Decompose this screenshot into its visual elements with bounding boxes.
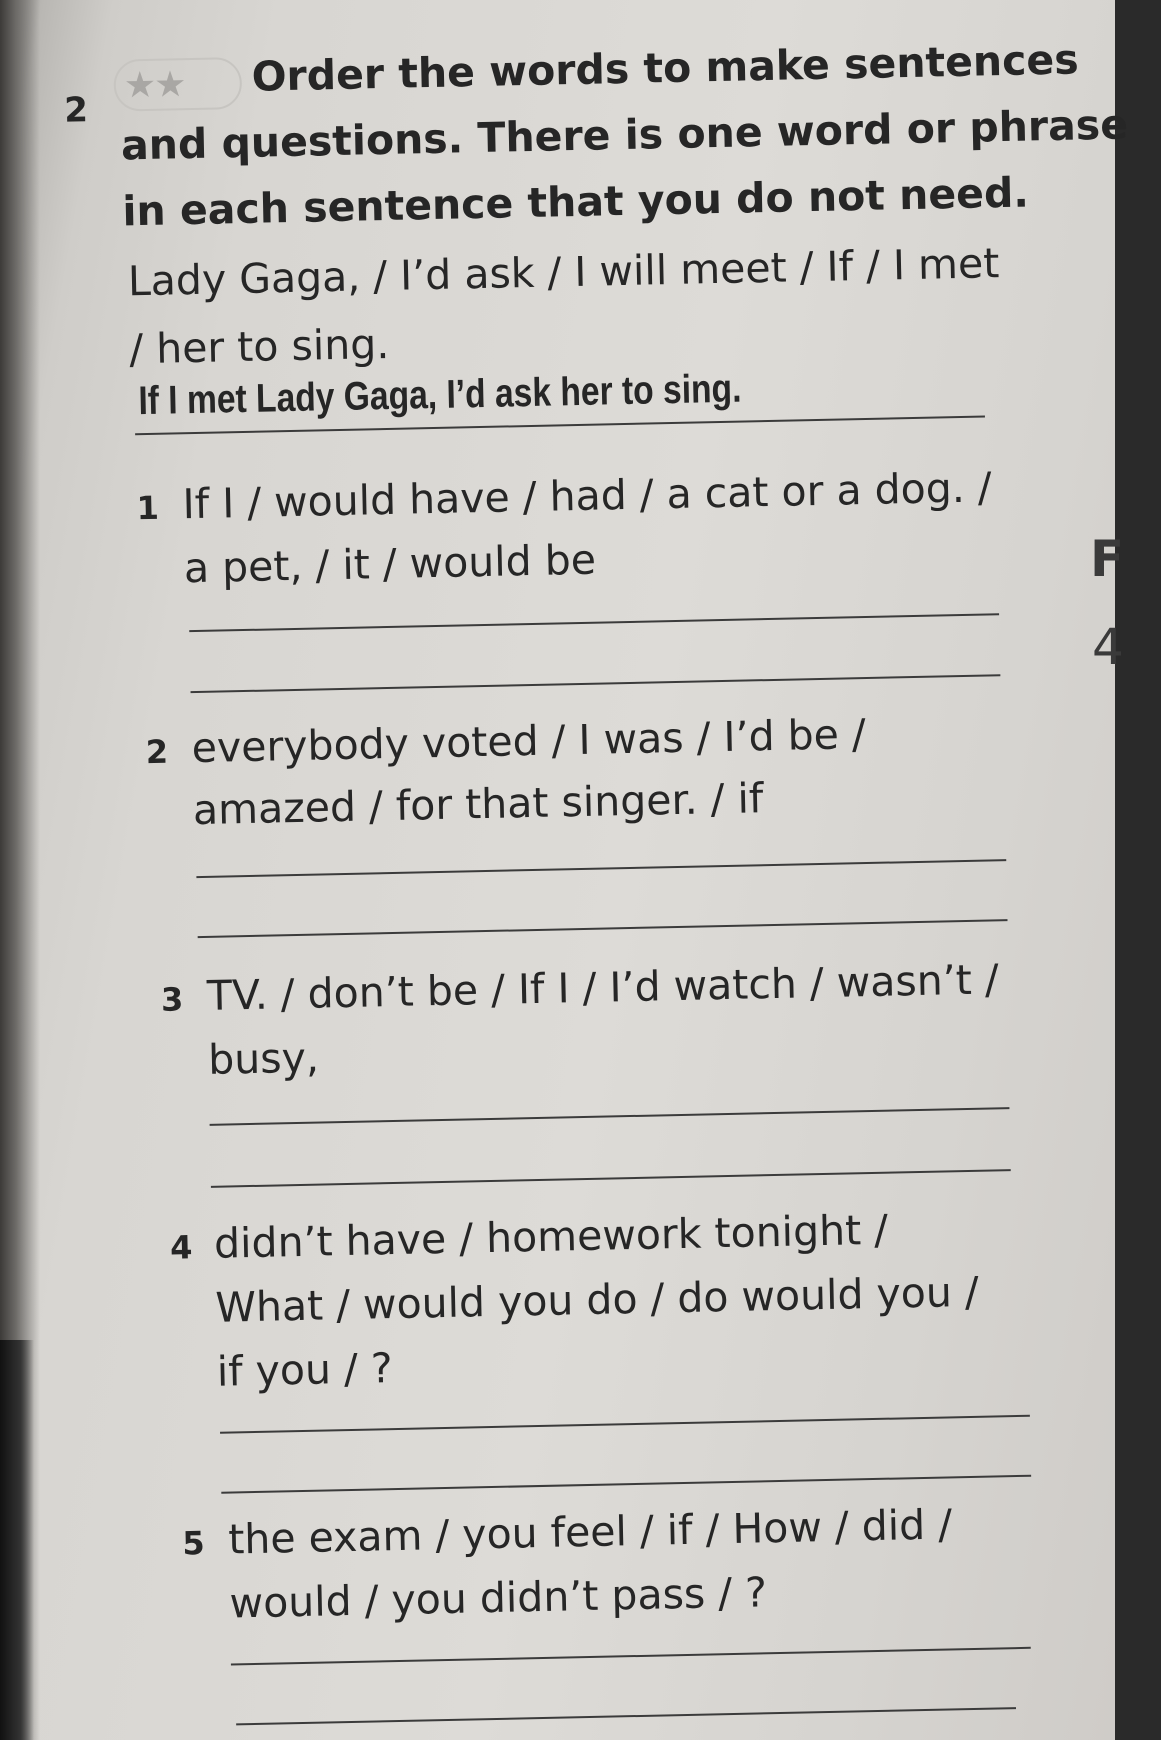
example-answer: If I met Lady Gaga, I’d ask her to sing. bbox=[137, 366, 742, 424]
instruction-line-2: and questions. There is one word or phrase bbox=[120, 100, 1129, 170]
example-prompt-line-2: / her to sing. bbox=[128, 319, 390, 374]
item-number-1: 1 bbox=[136, 488, 160, 528]
item-1-answer-line-2[interactable] bbox=[191, 674, 1001, 693]
item-number-5: 5 bbox=[181, 1524, 206, 1563]
item-4-answer-line-2[interactable] bbox=[221, 1475, 1031, 1494]
example-prompt-line-1: Lady Gaga, / I’d ask / I will meet / If / I met bbox=[127, 239, 1000, 306]
item-5-prompt-line-1: the exam / you feel / if / How / did / bbox=[227, 1500, 953, 1564]
item-4-prompt-line-2: What / would you do / do would you / bbox=[214, 1267, 980, 1332]
item-1-prompt-line-1: If I / would have / had / a cat or a dog. / bbox=[182, 463, 993, 529]
item-3-prompt-line-1: TV. / don’t be / If I / I’d watch / wasn’t / bbox=[206, 955, 1000, 1020]
item-1-prompt-line-2: a pet, / it / would be bbox=[183, 535, 597, 593]
item-4-prompt-line-1: didn’t have / homework tonight / bbox=[213, 1205, 889, 1268]
item-5-answer-line-1[interactable] bbox=[231, 1647, 1031, 1666]
item-4-prompt-line-3: if you / ? bbox=[216, 1344, 394, 1396]
item-2-prompt-line-1: everybody voted / I was / I’d be / bbox=[191, 710, 867, 773]
difficulty-stars-icon: ★★ bbox=[113, 57, 242, 112]
item-number-4: 4 bbox=[169, 1228, 193, 1267]
item-2-answer-line-2[interactable] bbox=[198, 919, 1008, 938]
item-number-2: 2 bbox=[145, 732, 169, 772]
item-4-answer-line-1[interactable] bbox=[220, 1415, 1030, 1434]
exercise-number: 2 bbox=[63, 90, 89, 131]
edge-letter-f: F bbox=[1090, 530, 1125, 588]
instruction-line-3: in each sentence that you do not need. bbox=[121, 168, 1030, 236]
item-3-prompt-line-2: busy, bbox=[207, 1033, 320, 1084]
item-2-prompt-line-2: amazed / for that singer. / if bbox=[192, 774, 764, 835]
item-3-answer-line-1[interactable] bbox=[210, 1107, 1010, 1126]
instruction-line-1: Order the words to make sentences bbox=[251, 35, 1080, 101]
item-5-answer-line-2[interactable] bbox=[236, 1707, 1016, 1725]
item-2-answer-line-1[interactable] bbox=[196, 859, 1006, 878]
item-3-answer-line-2[interactable] bbox=[211, 1169, 1011, 1188]
edge-number-4: 4 bbox=[1092, 618, 1124, 676]
item-number-3: 3 bbox=[160, 980, 184, 1019]
item-1-answer-line-1[interactable] bbox=[189, 613, 999, 632]
item-5-prompt-line-2: would / you didn’t pass / ? bbox=[229, 1568, 768, 1628]
